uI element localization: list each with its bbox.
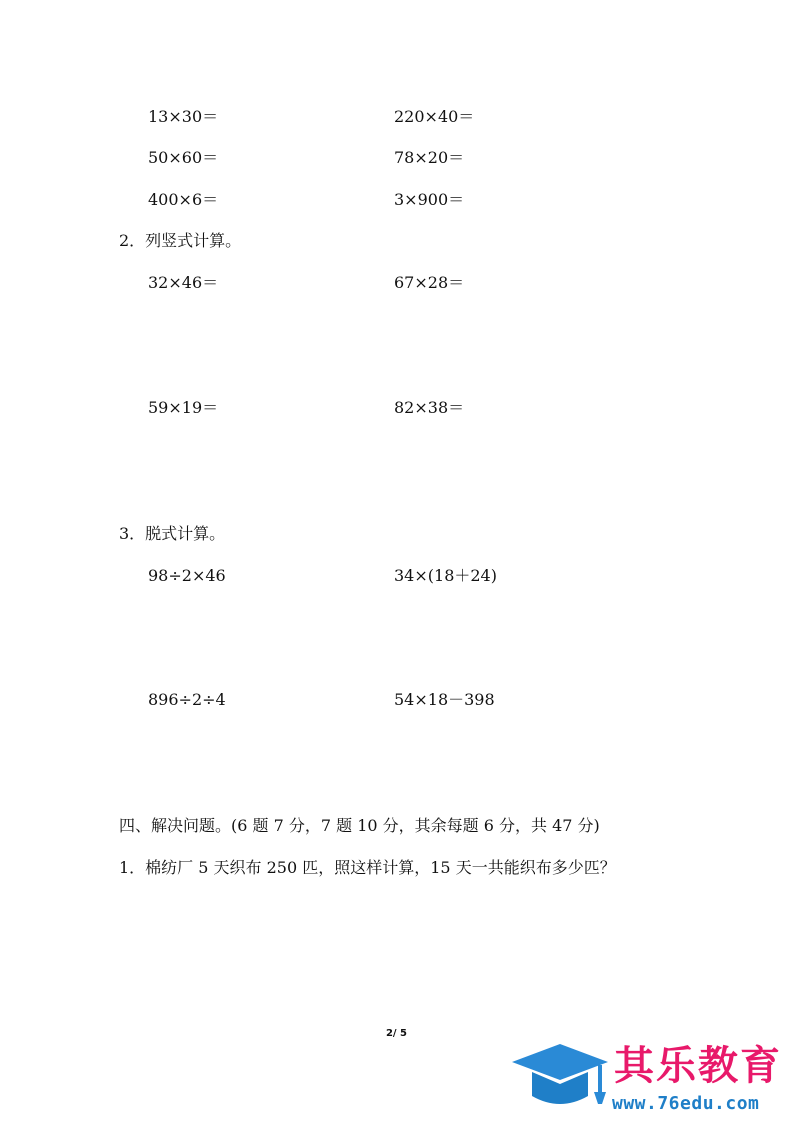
problem-3-2: 34×(18＋24) [394, 566, 497, 585]
section-3-heading: 3．脱式计算。 [119, 524, 226, 543]
brand-url: www.76edu.com [612, 1093, 760, 1114]
word-problem-1: 1．棉纺厂 5 天织布 250 匹，照这样计算，15 天一共能织布多少匹？ [119, 858, 616, 877]
problem-1-6: 3×900＝ [394, 190, 465, 209]
brand-name: 其乐教育 [614, 1043, 782, 1089]
problem-1-1: 13×30＝ [148, 107, 219, 126]
section-2-heading: 2．列竖式计算。 [119, 231, 242, 250]
problem-1-5: 400×6＝ [148, 190, 219, 209]
graduation-cap-icon [510, 1040, 610, 1120]
problem-1-4: 78×20＝ [394, 148, 465, 167]
problem-2-3: 59×19＝ [148, 398, 219, 417]
problem-2-2: 67×28＝ [394, 273, 465, 292]
section-4-heading: 四、解决问题。(6 题 7 分，7 题 10 分，其余每题 6 分，共 47 分) [119, 816, 600, 835]
problem-2-4: 82×38＝ [394, 398, 465, 417]
problem-2-1: 32×46＝ [148, 273, 219, 292]
problem-3-1: 98÷2×46 [148, 566, 226, 585]
problem-3-3: 896÷2÷4 [148, 690, 226, 709]
brand-logo [510, 1040, 793, 1122]
page-number: 2/ 5 [385, 1028, 408, 1039]
problem-3-4: 54×18－398 [394, 690, 495, 709]
problem-1-3: 50×60＝ [148, 148, 219, 167]
problem-1-2: 220×40＝ [394, 107, 475, 126]
